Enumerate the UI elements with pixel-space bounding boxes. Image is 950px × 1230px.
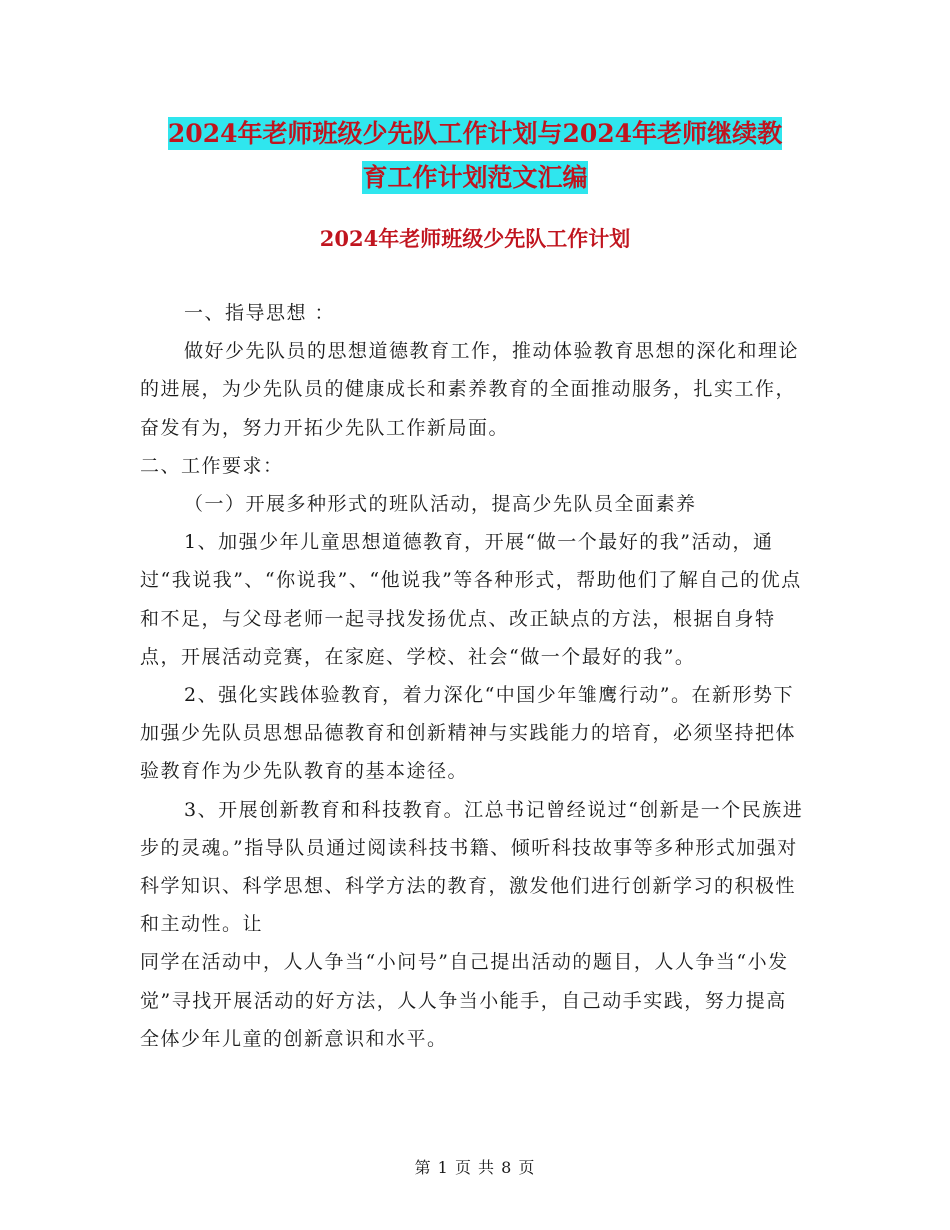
document-title	[140, 112, 810, 200]
paragraph-item-2: 2、强化实践体验教育，着力深化“中国少年雏鹰行动”。在新形势下加强少先队员思想品德教育和创新精神与实践能力的培育，必须坚持把体验教育作为少先队教育的基本途径。	[140, 684, 797, 783]
subheading-activities: （一）开展多种形式的班队活动，提高少先队员全面素养	[184, 493, 697, 516]
page-footer: 第 1 页 共 8 页	[414, 1158, 536, 1177]
paragraph-item-1: 1、加强少年儿童思想道德教育，开展“做一个最好的我”活动，通过“我说我”、“你说我”、“他说我”等各种形式，帮助他们了解自己的优点和不足，与父母老师一起寻找发扬优点、改正缺点的方法，根据自身特点，开展活动竞赛，在家庭、学校、社会“做一个最好的我”。	[140, 531, 802, 668]
document-title-line2: 育工作计划范文汇编	[362, 163, 588, 192]
heading-guiding-ideology: 一、指导思想 ：	[184, 302, 336, 324]
section-title: 2024年老师班级少先队工作计划	[319, 226, 631, 251]
paragraph-continuation: 同学在活动中，人人争当“小问号”自己提出活动的题目，人人争当“小发觉”寻找开展活动的好方法，人人争当小能手，自己动手实践，努力提高全体少年儿童的创新意识和水平。	[140, 951, 789, 1050]
paragraph-guiding-ideology: 做好少先队员的思想道德教育工作，推动体验教育思想的深化和理论的进展，为少先队员的健康成长和素养教育的全面推动服务，扎实工作，奋发有为，努力开拓少先队工作新局面。	[140, 340, 800, 439]
heading-work-requirements: 二、工作要求：	[140, 454, 284, 477]
paragraph-item-3: 3、开展创新教育和科技教育。江总书记曾经说过“创新是一个民族进步的灵魂。”指导队员通过阅读科技书籍、倾听科技故事等多种形式加强对科学知识、科学思想、科学方法的教育，激发他们进行创新学习的积极性和主动性。让	[140, 798, 804, 936]
document-title-line1: 2024年老师班级少先队工作计划与2024年老师继续教	[167, 119, 783, 148]
document-body	[140, 294, 805, 1058]
